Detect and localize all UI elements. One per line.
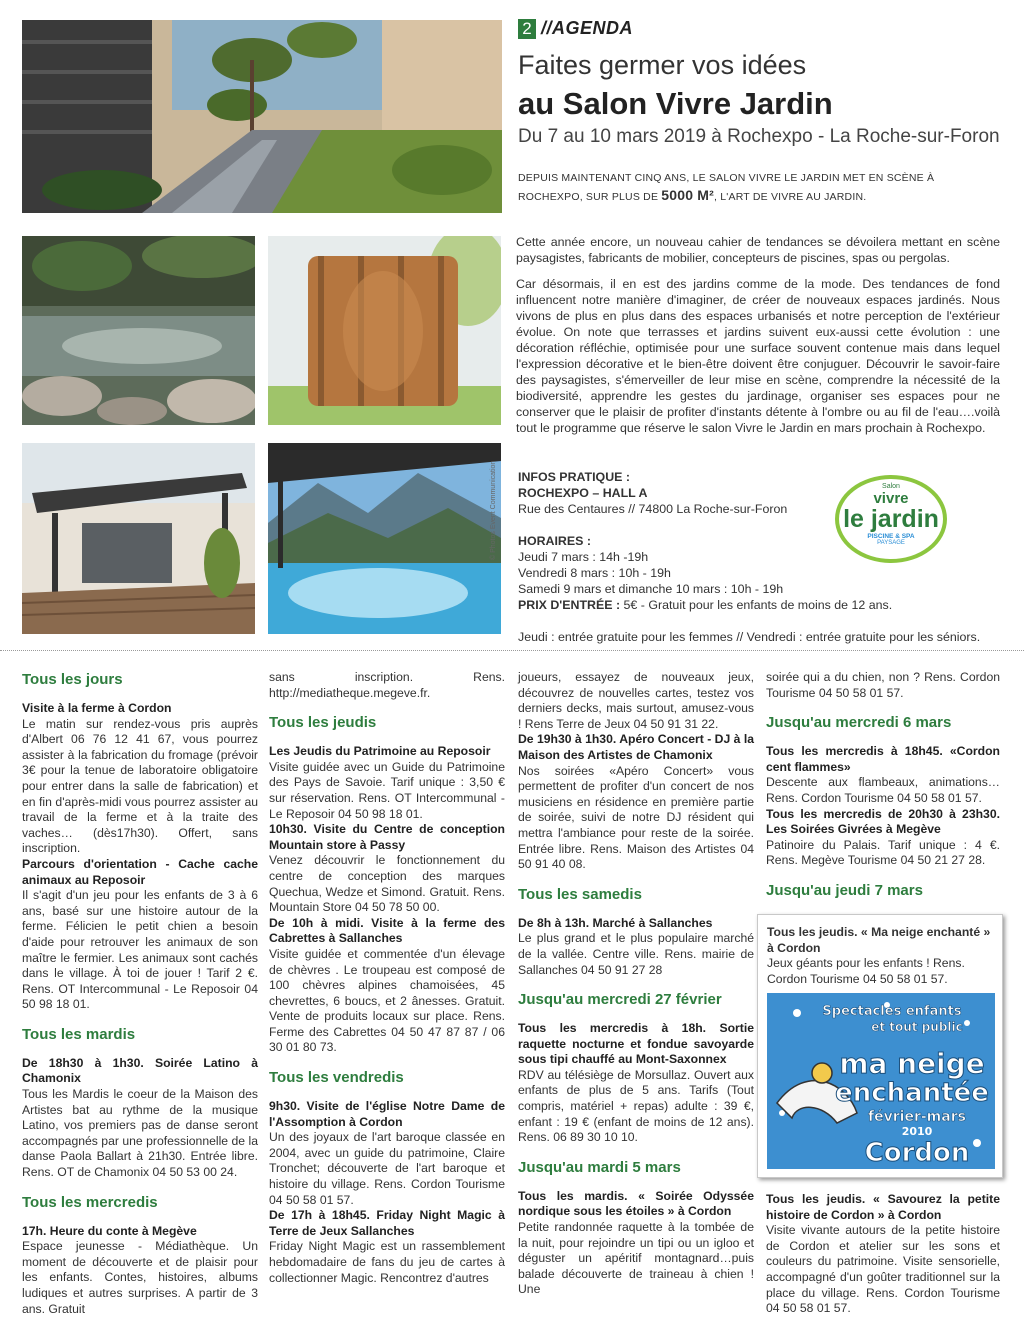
event-title: Tous les jeudis. « Ma neige enchanté » à Cordon bbox=[767, 925, 991, 955]
hours-line: Samedi 9 mars et dimanche 10 mars : 10h - 19h bbox=[518, 582, 784, 596]
agenda-column-3 bbox=[518, 670, 754, 1298]
vivre-le-jardin-logo bbox=[835, 475, 947, 563]
agenda-column-1 bbox=[22, 670, 258, 1317]
event-title: De 8h à 13h. Marché à Sallanches bbox=[518, 915, 713, 930]
event-text: joueurs, essayez de nouveaux jeux, découvrez de nouvelles cartes, testez vos derniers decks, mais surtout, amusez-vous ! Rens Terre de Jeux 04 50 91 31 22. bbox=[518, 670, 754, 731]
event-text: Visite guidée avec un Guide du Patrimoine des Pays de Savoie. Tarif unique : 3,50 € sur réservation. Rens. OT Intercommunal - Le Reposoir 04 50 98 18 01. bbox=[269, 759, 505, 821]
hours-line: Jeudi 7 mars : 14h -19h bbox=[518, 550, 649, 564]
event-title: 10h30. Visite du Centre de conception Mountain store à Passy bbox=[269, 822, 505, 852]
event-title: Visite à la ferme à Cordon bbox=[22, 701, 172, 715]
section-label: //AGENDA bbox=[541, 18, 634, 38]
garden-terrace-photo bbox=[22, 20, 502, 213]
event-title: De 17h à 18h45. Friday Night Magic à Terre de Jeux Sallanches bbox=[269, 1208, 505, 1238]
poster-text: et tout public bbox=[871, 1020, 963, 1034]
hours-line: Vendredi 8 mars : 10h - 19h bbox=[518, 566, 671, 580]
stream-stones-photo bbox=[22, 236, 255, 425]
ma-neige-enchantee-poster bbox=[767, 993, 995, 1169]
event-text: Visite guidée et commentée d'un élevage de chèvres . Le troupeau est composé de 100 chèvres alpines chamoisées, 45 chevrettes, 6 boucs, et 2 ânesses. Gratuit. Vente de produits locaux sur place. Rens. Ferme des Cabrettes 04 50 47 87 87 / 06 30 01 80 73. bbox=[269, 946, 505, 1055]
event-text: Espace jeunesse - Médiathèque. Un moment de découverte et de plaisir pour les enfants. Contes, histoires, albums ludiques et autres surprises. A partir de 3 ans. Gratuit bbox=[22, 1239, 258, 1316]
logo-jardin: le jardin bbox=[843, 505, 939, 533]
event-title: 9h30. Visite de l'église Notre Dame de l'Assomption à Cordon bbox=[269, 1099, 505, 1129]
logo-tag: PISCINE & SPA bbox=[867, 533, 915, 540]
event-title: Les Jeudis du Patrimoine au Reposoir bbox=[269, 744, 491, 759]
event-text: Nos soirées «Apéro Concert» vous permettent de profiter d'un concert de nos musiciens en résidence en première partie de soirée, suivi de notre DJ résident qui mettra l'ambiance pour reste de la soirée. Entrée libre. Rens. Maison des Artistes 04 50 91 40 08. bbox=[518, 763, 754, 872]
price-label: PRIX D'ENTRÉE : bbox=[518, 598, 621, 612]
agenda-column-4-bottom bbox=[766, 1192, 1000, 1317]
event-title: Tous les mardis. « Soirée Odyssée nordique sous les étoiles » à Cordon bbox=[518, 1188, 754, 1219]
event-text: Il s'agit d'un jeu pour les enfants de 3 à 6 ans, basé sur une histoire autour de la ferme. Félicien le petit chien a besoin d'aide pour retrouver les animaux de son maître le fermier. Les animaux sont cachés dans le village. À toi de jouer ! Tarif 2 €. Rens. OT Intercommunal - Le Reposoir 04 50 98 18 01. bbox=[22, 888, 258, 1012]
lead-area: 5000 M² bbox=[661, 187, 715, 203]
event-text: Descente aux flambeaux, animations… Rens. Cordon Tourisme 04 50 58 01 57. bbox=[766, 775, 1000, 805]
event-title: De 10h à midi. Visite à la ferme des Cabrettes à Sallanches bbox=[269, 915, 505, 946]
free-entry-note: Jeudi : entrée gratuite pour les femmes // Vendredi : entrée gratuite pour les séniors. bbox=[518, 630, 981, 644]
barrel-sauna-photo bbox=[268, 236, 501, 425]
event-text: RDV au télésiège de Morsullaz. Ouvert aux enfants de plus de 5 ans. Tarifs (Tout compris, matériel + repas) adulte : 39 €, enfant : 19 € (enfant de moins de 12 ans). Rens. 06 89 30 10 10. bbox=[518, 1067, 754, 1145]
event-text: Le matin sur rendez-vous pris auprès d'Albert 06 76 12 41 67, vous pourrez assister à la fabrication du fromage (prévoir 3€ pour la tenue de laboratoire obligatoire pour entrer dans la salle de fabrication) et en fin d'après-midi vous pourrez assister au travail de la ferme et à la traite des vaches… (dès17h30). Offert, sans inscription. bbox=[22, 716, 258, 856]
event-text: Tous les Mardis le coeur de la Maison des Artistes bat au rythme de la musique Latino, vos premiers pas de danse seront accompagnés par une professionnelle de la danse Paola Ballart à 21h30. Entrée libre. Rens. OT de Chamonix 04 50 53 00 24. bbox=[22, 1087, 258, 1180]
page-title: au Salon Vivre Jardin bbox=[518, 86, 833, 121]
event-text: Petite randonnée raquette à la tombée de la nuit, pour rejoindre un tipi ou un igloo et déguster un apéritif montagnard…puis balade découverte de traineau à chien ! Une bbox=[518, 1220, 754, 1297]
subtitle: Du 7 au 10 mars 2019 à Rochexpo - La Roche-sur-Foron bbox=[518, 126, 1000, 147]
price-text: 5€ - Gratuit pour les enfants de moins de 12 ans. bbox=[620, 598, 893, 612]
logo-tag: PAYSAGE bbox=[877, 540, 905, 546]
poster-text: ma neige bbox=[839, 1047, 985, 1080]
lead-paragraph bbox=[518, 170, 998, 206]
title-line-1: Faites germer vos idées bbox=[518, 50, 807, 80]
hours-heading: HORAIRES : bbox=[518, 534, 591, 548]
event-title: Tous les mercredis de 20h30 à 23h30. Les Soirées Givrées à Megève bbox=[766, 806, 1000, 837]
agenda-heading: Tous les jours bbox=[22, 671, 123, 688]
agenda-heading: Tous les samedis bbox=[518, 885, 642, 903]
venue: ROCHEXPO – HALL A bbox=[518, 486, 648, 500]
logo-salon: Salon bbox=[882, 483, 900, 490]
divider bbox=[0, 650, 1024, 651]
agenda-heading: Jusqu'au jeudi 7 mars bbox=[766, 881, 923, 899]
lead-text-1: DEPUIS MAINTENANT CINQ ANS, LE SALON VIVRE LE JARDIN MET EN SCÈNE À ROCHEXPO, SUR PLUS DE bbox=[518, 172, 935, 203]
event-text: Jeux géants pour les enfants ! Rens. Cordon Tourisme 04 50 58 01 57. bbox=[767, 956, 965, 986]
agenda-heading: Tous les mardis bbox=[22, 1025, 136, 1043]
event-title: De 19h30 à 1h30. Apéro Concert - DJ à la Maison des Artistes de Chamonix bbox=[518, 732, 754, 762]
event-title: De 18h30 à 1h30. Soirée Latino à Chamonix bbox=[22, 1055, 258, 1086]
event-text: soirée qui a du chien, non ? Rens. Cordon Tourisme 04 50 58 01 57. bbox=[766, 670, 1000, 700]
agenda-heading: Tous les mercredis bbox=[22, 1193, 158, 1211]
event-title: Tous les mercredis à 18h. Sortie raquette nocturne et fondue savoyarde sous tipi chauffé au Mont-Saxonnex bbox=[518, 1021, 754, 1067]
page-number: 2 bbox=[518, 19, 536, 39]
address: Rue des Centaures // 74800 La Roche-sur-Foron bbox=[518, 502, 788, 516]
article-paragraph: Car désormais, il en est des jardins comme de la mode. Des tendances de fond influencent notre manière d'imaginer, de créer de nouveaux espaces jardinés. Nous vivons de plus en plus dans des espaces urbanisés et notre perception de l'extérieur évolue. On note que terrasses et jardins suivent eux-aussi cette évolution : une décoration réfléchie, optimisée pour une surface souvent contenue mais dans lequel l'expression décorative et le bien-être doivent être conjuguer. Découvrir le savoir-faire des paysagistes, s'émerveiller de leur mise en scène, comprendre la nécessité de la biodiversité, apprendre les gestes du jardinage, organiser ses espaces pour ne conserver que le plaisir de profiter d'instants détente à l'ombre ou au fil de l'eau….voilà tout le programme que réserve le salon Vivre le Jardin en mars prochain à Rochexpo. bbox=[516, 277, 1000, 435]
pergola-terrace-photo bbox=[22, 443, 255, 634]
logo-vivre: vivre bbox=[873, 490, 909, 507]
event-title: 17h. Heure du conte à Megève bbox=[22, 1223, 197, 1238]
event-text: Un des joyaux de l'art baroque classée en 2004, avec un guide du patrimoine, Claire Tronchet; découverte de l'art baroque et histoire du village. Rens. Cordon Tourisme 04 50 58 01 57. bbox=[269, 1130, 505, 1207]
article-paragraph: Cette année encore, un nouveau cahier de tendances se dévoilera mettant en scène paysagistes, fabricants de mobilier, concepteurs de piscines, spas ou pergolas. bbox=[516, 235, 1000, 265]
spa-mountain-photo bbox=[268, 443, 501, 634]
info-heading: INFOS PRATIQUE : bbox=[518, 470, 630, 484]
event-text: Le plus grand et le plus populaire marché de la vallée. Centre ville. Rens. mairie de Sallanches 04 50 91 27 28 bbox=[518, 931, 754, 977]
lead-text-2: , L'ART DE VIVRE AU JARDIN. bbox=[714, 191, 867, 203]
agenda-heading: Jusqu'au mercredi 6 mars bbox=[766, 714, 952, 732]
article-body bbox=[516, 234, 1000, 446]
event-text: Friday Night Magic est un rassemblement hebdomadaire de fans du jeu de cartes à collectionner Magic. Rencontrez d'autres bbox=[269, 1239, 505, 1285]
agenda-column-4 bbox=[766, 670, 1000, 912]
event-text: Venez découvrir le fonctionnement du centre de conception des marques Quechua, Wedze et Simond. Gratuit. Rens. Mountain Store 04 50 78 50 00. bbox=[269, 853, 505, 915]
agenda-heading: Jusqu'au mardi 5 mars bbox=[518, 1158, 681, 1176]
event-text: sans inscription. Rens. http://mediatheque.megeve.fr. bbox=[269, 670, 505, 700]
poster-text: février-mars bbox=[868, 1109, 966, 1125]
poster-text: Cordon bbox=[864, 1138, 970, 1168]
agenda-heading: Jusqu'au mercredi 27 février bbox=[518, 991, 722, 1009]
agenda-heading: Tous les vendredis bbox=[269, 1069, 404, 1087]
poster-text: 2010 bbox=[901, 1125, 933, 1138]
event-title: Tous les mercredis à 18h45. «Cordon cent flammes» bbox=[766, 744, 1000, 774]
agenda-column-2 bbox=[269, 670, 505, 1286]
poster-text: enchantée bbox=[835, 1078, 989, 1108]
event-title: Tous les jeudis. « Savourez la petite histoire de Cordon » à Cordon bbox=[766, 1192, 1000, 1222]
event-text: Patinoire du Palais. Tarif unique : 4 €. Rens. Megève Tourisme 04 50 21 27 28. bbox=[766, 837, 1000, 868]
event-text: Visite vivante autours de la petite histoire de Cordon et atelier sur les sons et couleurs du patrimoine. Visite sensorielle, accompagné d'un goûter traditionnel sur la place du village. Rens. Cordon Tourisme 04 50 58 01 57. bbox=[766, 1223, 1000, 1316]
event-title: Parcours d'orientation - Cache cache animaux au Reposoir bbox=[22, 856, 258, 887]
featured-event-box bbox=[757, 914, 1003, 1178]
agenda-heading: Tous les jeudis bbox=[269, 714, 377, 732]
poster-text: Spectacles enfants bbox=[822, 1004, 962, 1019]
photo-credit: © Photos Event Communication bbox=[490, 460, 497, 560]
